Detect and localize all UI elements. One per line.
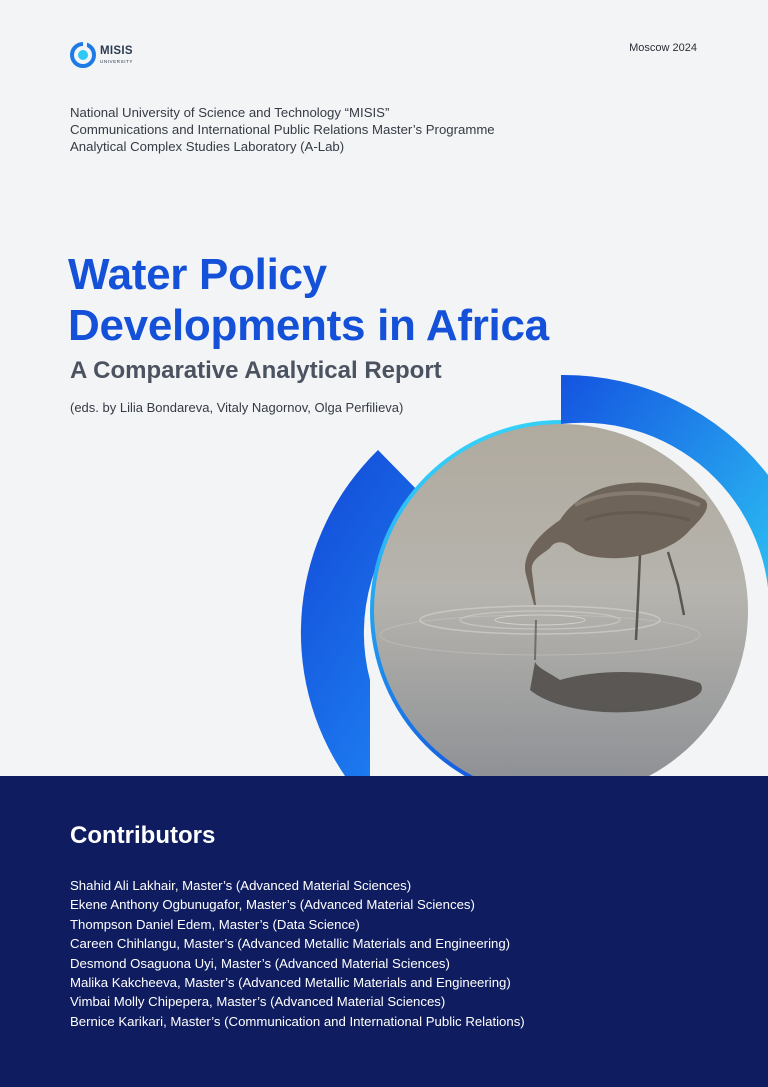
title-line: Water Policy	[68, 250, 327, 299]
institution-line: Communications and International Public Relations Master’s Programme	[70, 122, 495, 137]
report-subtitle: A Comparative Analytical Report	[70, 357, 442, 384]
publication-place-year: Moscow 2024	[629, 42, 697, 54]
contributor-item: Ekene Anthony Ogbunugafor, Master’s (Advanced Material Sciences)	[70, 897, 475, 913]
contributor-item: Thompson Daniel Edem, Master’s (Data Science)	[70, 916, 360, 932]
cover-illustration	[0, 370, 768, 776]
contributor-item: Malika Kakcheeva, Master’s (Advanced Metallic Materials and Engineering)	[70, 975, 511, 991]
logo-subtitle: UNIVERSITY	[100, 58, 134, 64]
contributor-item: Shahid Ali Lakhair, Master’s (Advanced Material Sciences)	[70, 878, 412, 893]
editors-line: (eds. by Lilia Bondareva, Vitaly Nagornov, Olga Perfilieva)	[70, 400, 404, 415]
logo-name: MISIS	[100, 45, 133, 57]
contributors-heading: Contributors	[70, 822, 216, 849]
contributor-item: Desmond Osaguona Uyi, Master’s (Advanced Material Sciences)	[70, 955, 450, 971]
contributor-item: Vimbai Molly Chipepera, Master’s (Advanced Material Sciences)	[70, 994, 446, 1010]
contributor-item: Bernice Karikari, Master’s (Communication and International Public Relations)	[70, 1013, 525, 1029]
title-line: Developments in Africa	[68, 301, 549, 350]
contributors-section	[0, 776, 768, 1087]
institution-block	[70, 104, 495, 155]
report-title	[68, 249, 549, 351]
misis-logo-icon	[69, 40, 97, 70]
misis-logo	[69, 40, 133, 70]
institution-line: Analytical Complex Studies Laboratory (A-Lab)	[70, 139, 345, 154]
contributor-item: Careen Chihlangu, Master’s (Advanced Metallic Materials and Engineering)	[70, 936, 511, 952]
institution-line: National University of Science and Technology “MISIS”	[70, 105, 390, 120]
contributors-list	[70, 876, 525, 1031]
